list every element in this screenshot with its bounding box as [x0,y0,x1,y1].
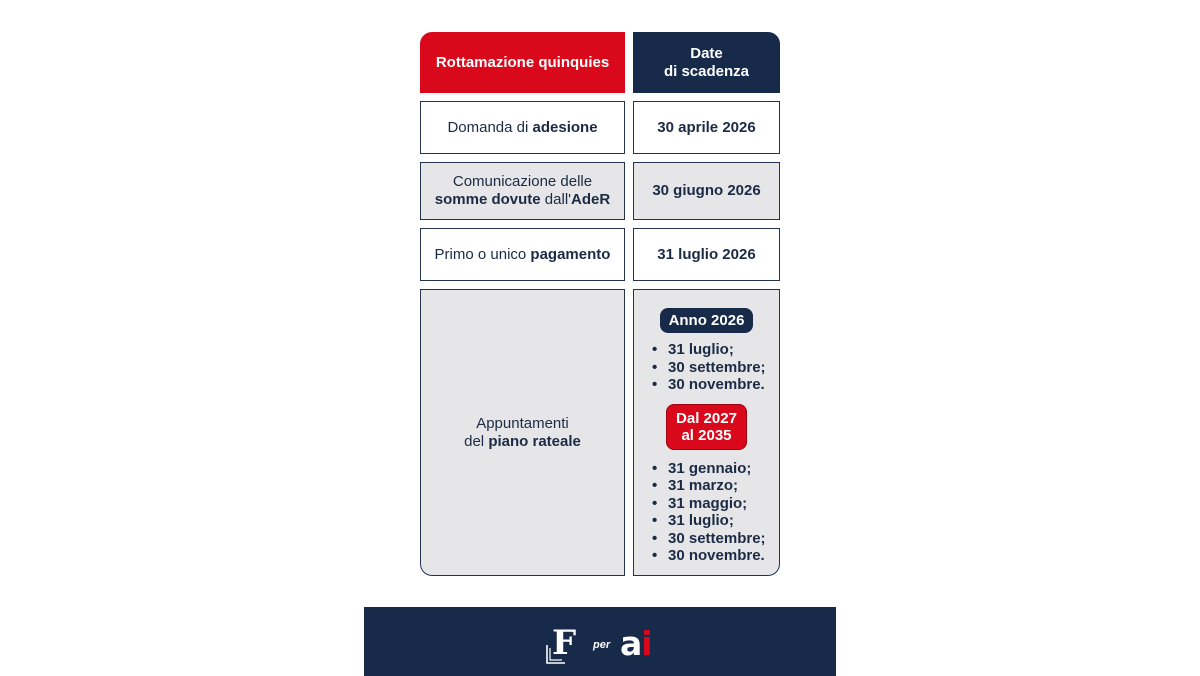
row-comunicazione-mid: dall' [540,191,572,208]
row-pagamento-label [420,228,625,281]
header-title [420,32,625,93]
logo-ai [620,625,652,663]
list-item: • 30 settembre; [652,359,766,377]
list-item: • 30 novembre. [652,376,766,394]
row-piano-line1: Appuntamenti [476,414,569,432]
row-piano-line2 [464,433,581,451]
range-badge [666,404,747,450]
year-badge: Anno 2026 [660,308,754,333]
row-piano-dates [633,289,780,576]
row-piano-bold: piano rateale [488,432,581,450]
row-piano-label [420,289,625,576]
list-item: • 30 novembre. [652,547,766,565]
list-item: • 31 marzo; [652,477,766,495]
year-dates-list [652,341,766,394]
row-piano-pre: del [464,432,489,450]
header-deadlines-line2: di scadenza [663,62,750,80]
row-comunicazione-bold2: AdeR [571,191,611,208]
range-badge-line1: Dal 2027 [676,409,737,427]
header-title-text: Rottamazione quinquies [435,53,610,71]
row-comunicazione-bold1: somme dovute [434,191,541,208]
logo-i: i [641,624,652,663]
row-comunicazione-label [420,162,625,220]
logo-f: F [552,623,577,663]
logo-a: a [620,624,642,663]
row-comunicazione-date-text: 30 giugno 2026 [652,182,761,199]
list-item: • 31 luglio; [652,512,766,530]
row-adesione-date-text: 30 aprile 2026 [657,118,756,136]
row-adesione-label-bold: adesione [532,118,598,136]
row-adesione-label-text: Domanda di [447,118,533,136]
list-item: • 30 settembre; [652,530,766,548]
header-deadlines-line1: Date [690,44,723,62]
row-comunicazione-date [633,162,780,220]
row-pagamento-date-text: 31 luglio 2026 [657,245,756,263]
row-adesione-label [420,101,625,154]
row-pagamento-date [633,228,780,281]
list-item: • 31 gennaio; [652,460,766,478]
range-badge-line2: al 2035 [681,426,732,444]
row-adesione-date [633,101,780,154]
list-item: • 31 luglio; [652,341,766,359]
range-dates-list [652,460,766,565]
footer-logo [545,625,657,665]
list-item: • 31 maggio; [652,495,766,513]
row-pagamento-label-text: Primo o unico [434,245,531,263]
header-deadlines [633,32,780,93]
logo-per: per [593,639,611,651]
row-pagamento-label-bold: pagamento [530,245,611,263]
row-comunicazione-line2 [435,191,610,209]
row-comunicazione-line1: Comunicazione delle [452,173,593,190]
